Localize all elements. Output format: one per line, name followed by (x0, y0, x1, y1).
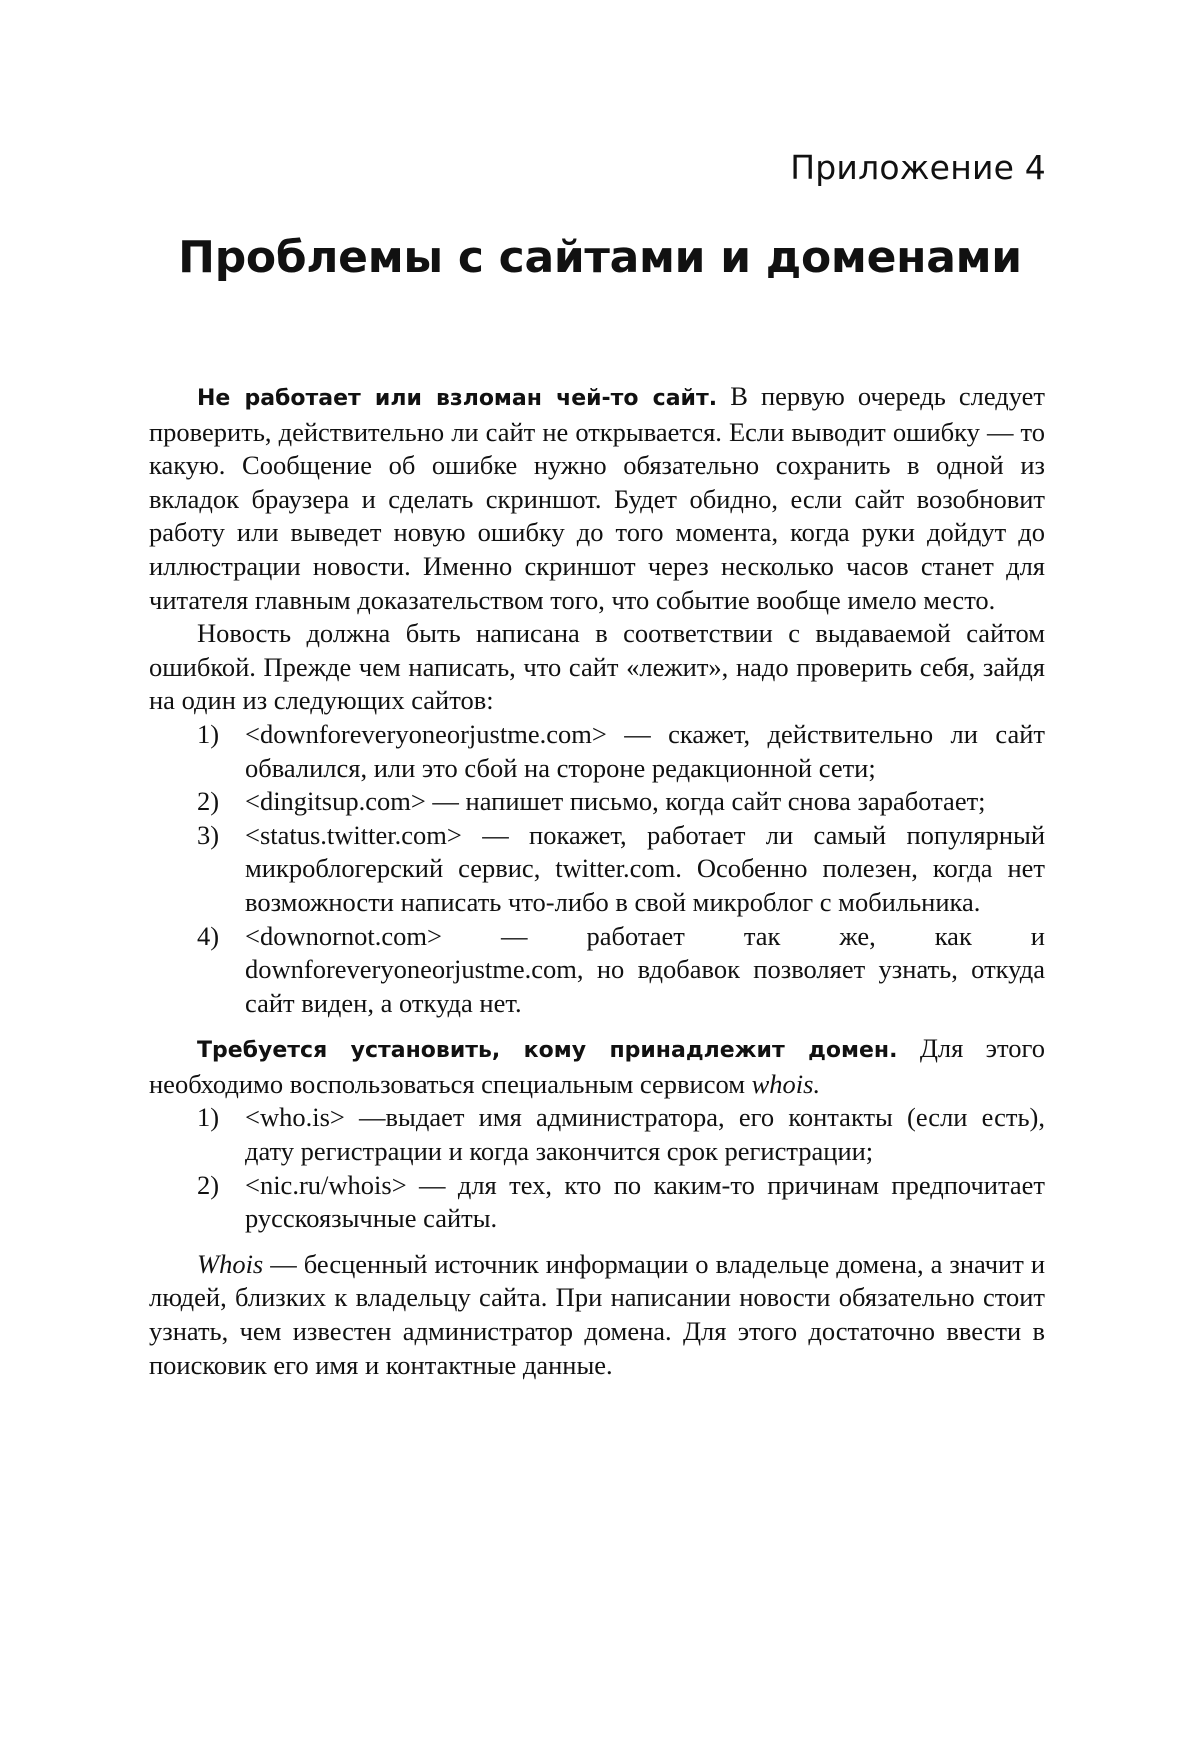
whois-term: whois. (751, 1068, 821, 1099)
paragraph-text: В первую очередь следует проверить, действительно ли сайт не открывается. Если выводит ошибку — то какую. Сообщение об ошибке нужно обязательно сохранить в одной из вкладок браузера и сделать скриншот. Будет обидно, если сайт возобновит работу или выведет новую ошибку до того момента, когда руки дойдут до иллюстрации новости. Именно скриншот через несколько часов станет для читателя главным доказательством того, что событие вообще имело место. (149, 381, 1046, 615)
list-item (149, 819, 1045, 920)
appendix-label: Приложение 4 (790, 148, 1046, 187)
list-item-text: <downornot.com> — работает так же, как и downforeveryoneorjustme.com, но вдобавок позволяет узнать, откуда сайт виден, а откуда нет. (245, 920, 1045, 1018)
paragraph-news-writing: Новость должна быть написана в соответствии с выдаваемой сайтом ошибкой. Прежде чем написать, что сайт «лежит», надо проверить себя, зайдя на один из следующих сайтов: (149, 618, 1045, 716)
list-number: 4) (197, 920, 220, 951)
site-check-list (149, 718, 1045, 1020)
paragraph-text: — бесценный источник информации о владельце домена, а значит и людей, близких к владельцу сайта. При написании новости обязательно стоит узнать, чем известен администратор домена. Для этого достаточно ввести в поисковик его имя и контактные данные. (149, 1248, 1046, 1380)
list-item-text: <downforeveryoneorjustme.com> — скажет, действительно ли сайт обвалился, или это сбой на стороне редакционной сети; (245, 718, 1045, 783)
paragraph-text: Для этого необходимо воспользоваться специальным сервисом (149, 1033, 1045, 1099)
list-item (149, 785, 1045, 819)
run-in-heading: Требуется установить, кому принадлежит домен. (197, 1038, 898, 1064)
list-number: 2) (197, 786, 220, 817)
list-number: 1) (197, 718, 220, 749)
list-number: 2) (197, 1169, 220, 1200)
whois-term: Whois (197, 1248, 264, 1279)
list-item-text: <status.twitter.com> — покажет, работает ли самый популярный микроблогерский сервис, twitter.com. Особенно полезен, когда нет возможности написать что-либо в свой микроблог с мобильника. (245, 819, 1045, 917)
list-item-text: <who.is> —выдает имя администратора, его контакты (если есть), дату регистрации и когда закончится срок регистрации; (245, 1102, 1045, 1167)
paragraph-whois (149, 1248, 1045, 1382)
whois-list (149, 1101, 1045, 1235)
list-item-text: <dingitsup.com> — напишет письмо, когда сайт снова заработает; (245, 786, 986, 817)
list-number: 3) (197, 819, 220, 850)
run-in-heading: Не работает или взломан чей-то сайт. (197, 386, 718, 411)
list-item (149, 920, 1045, 1021)
list-item-text: <nic.ru/whois> — для тех, кто по каким-то причинам предпочитает русскоязычные сайты. (245, 1169, 1045, 1234)
chapter-title: Проблемы с сайтами и доменами (178, 232, 1022, 283)
body-text (149, 380, 1045, 1382)
list-item (149, 1101, 1045, 1168)
paragraph-domain-owner (149, 1032, 1045, 1101)
list-item (149, 718, 1045, 785)
list-item (149, 1169, 1045, 1236)
paragraph-site-down (149, 380, 1045, 617)
list-number: 1) (197, 1102, 220, 1133)
